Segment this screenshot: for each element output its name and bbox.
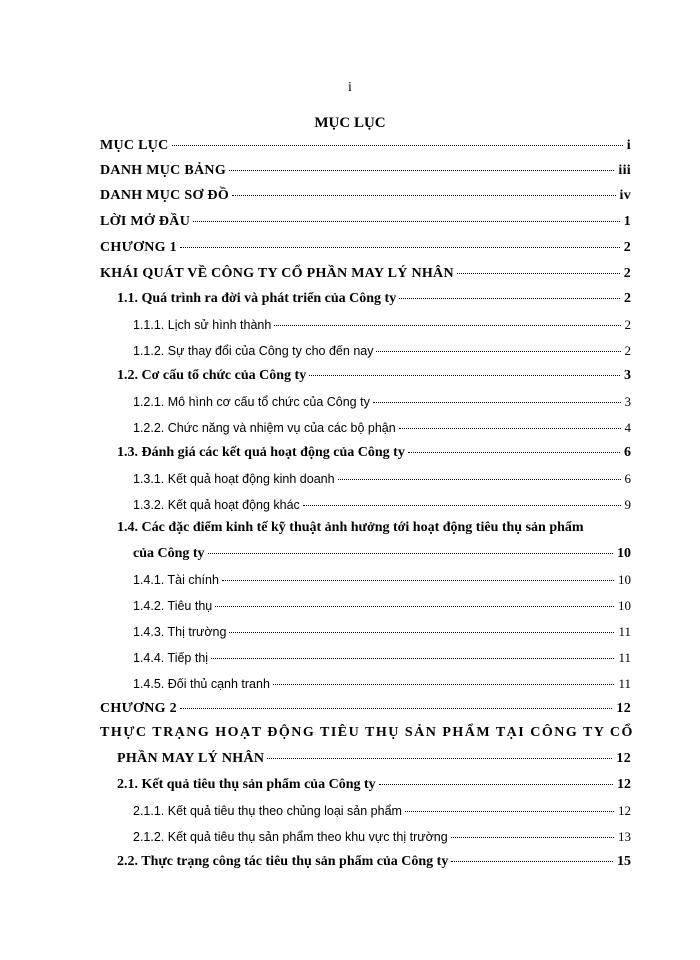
toc-entry-label: 1.4.2. Tiêu thụ (133, 599, 213, 613)
toc-entry-2-2[interactable] (0, 854, 700, 874)
toc-entry-page: 15 (617, 854, 631, 869)
toc-entry-label: 1.1.1. Lịch sử hình thành (133, 318, 272, 332)
dot-leader (208, 553, 613, 554)
toc-entry-page: 9 (624, 497, 631, 512)
toc-entry-2-1[interactable] (0, 777, 700, 797)
toc-entry-page: 6 (624, 445, 631, 460)
dot-leader (451, 837, 614, 838)
toc-entry-1-3-1[interactable] (0, 471, 700, 491)
toc-entry-page: 12 (617, 777, 631, 792)
toc-entry-page: i (626, 138, 631, 153)
toc-entry-label: LỜI MỞ ĐẦU (100, 214, 191, 229)
dot-leader (379, 784, 613, 785)
dot-leader (457, 273, 620, 274)
toc-entry-chuong-1[interactable] (0, 240, 700, 260)
dot-leader (229, 170, 614, 171)
toc-entry-page: 3 (624, 394, 631, 409)
toc-entry-page: 4 (624, 420, 631, 435)
dot-leader (338, 479, 621, 480)
toc-entry-label: 1.4.3. Thị trường (133, 625, 227, 639)
toc-entry-1-4[interactable] (0, 546, 700, 566)
page-number: i (348, 80, 352, 95)
toc-entry-label: 2.1.1. Kết quả tiêu thụ theo chủng loại sản phẩm (133, 804, 402, 818)
dot-leader (222, 580, 614, 581)
toc-entry-label: 1.4.1. Tài chính (133, 573, 219, 587)
toc-entry-page: 2 (624, 317, 631, 332)
toc-entry-page: 2 (623, 240, 631, 255)
dot-leader (193, 221, 620, 222)
toc-entry-page: 11 (618, 650, 631, 665)
toc-entry-1-4-2[interactable] (0, 598, 700, 618)
dot-leader (232, 195, 615, 196)
toc-entry-page: 2 (623, 266, 631, 281)
toc-entry-page: 2 (624, 291, 631, 306)
toc-entry-page: 1 (623, 214, 631, 229)
toc-entry-label: 1.2.2. Chức năng và nhiệm vụ của các bộ phận (133, 421, 396, 435)
toc-entry-page: 12 (616, 701, 631, 716)
dot-leader (267, 758, 612, 759)
toc-entry-loi-mo-dau[interactable] (0, 214, 700, 234)
toc-entry-1-4-line1[interactable]: 1.4. Các đặc điểm kinh tế kỹ thuật ảnh hưởng tới hoạt động tiêu thụ sản phẩm (117, 520, 584, 535)
dot-leader (273, 684, 615, 685)
toc-entry-page: 10 (618, 598, 631, 613)
toc-entry-1-4-5[interactable] (0, 676, 700, 696)
toc-entry-page: 3 (624, 368, 631, 383)
toc-entry-muc-luc[interactable] (0, 138, 700, 158)
toc-entry-page: 10 (618, 572, 631, 587)
toc-entry-page: 12 (618, 803, 631, 818)
toc-entry-1-2[interactable] (0, 368, 700, 388)
toc-entry-1-1-2[interactable] (0, 343, 700, 363)
toc-entry-page: 2 (624, 343, 631, 358)
toc-entry-label: 1.2.1. Mô hình cơ cấu tổ chức của Công ty (133, 395, 370, 409)
toc-entry-label: 1.2. Cơ cấu tổ chức của Công ty (117, 368, 307, 383)
toc-entry-page: 10 (617, 546, 631, 561)
dot-leader (180, 247, 620, 248)
toc-entry-1-4-3[interactable] (0, 624, 700, 644)
dot-leader (399, 298, 620, 299)
toc-entry-chuong-2[interactable] (0, 701, 700, 721)
toc-entry-label: DANH MỤC BẢNG (100, 163, 227, 178)
toc-entry-label: 1.1.2. Sự thay đổi của Công ty cho đến nay (133, 344, 374, 358)
dot-leader (451, 861, 613, 862)
toc-entry-page: 13 (618, 829, 631, 844)
toc-entry-page: 11 (618, 624, 631, 639)
toc-entry-label: KHÁI QUÁT VỀ CÔNG TY CỔ PHẦN MAY LÝ NHÂN (100, 266, 454, 281)
toc-entry-2-1-1[interactable] (0, 803, 700, 823)
dot-leader (309, 375, 620, 376)
dot-leader (180, 708, 612, 709)
dot-leader (399, 428, 621, 429)
toc-entry-label: CHƯƠNG 2 (100, 701, 177, 716)
toc-entry-page: 6 (624, 471, 631, 486)
toc-entry-label: DANH MỤC SƠ ĐỒ (100, 188, 230, 203)
toc-entry-label: CHƯƠNG 1 (100, 240, 177, 255)
toc-entry-1-3[interactable] (0, 445, 700, 465)
dot-leader (211, 658, 614, 659)
toc-entry-chapter-1-title[interactable] (0, 266, 700, 286)
toc-entry-1-1[interactable] (0, 291, 700, 311)
toc-entry-page: 11 (618, 676, 631, 691)
toc-entry-1-3-2[interactable] (0, 497, 700, 517)
toc-entry-label: PHẦN MAY LÝ NHÂN (117, 751, 265, 766)
dot-leader (172, 145, 623, 146)
dot-leader (229, 632, 614, 633)
toc-entry-label: MỤC LỤC (100, 138, 169, 153)
toc-entry-danh-muc-bang[interactable] (0, 163, 700, 183)
toc-entry-label: 1.4.4. Tiếp thị (133, 651, 209, 665)
toc-entry-page: 12 (616, 751, 631, 766)
toc-entry-page: iii (618, 163, 631, 178)
toc-entry-1-1-1[interactable] (0, 317, 700, 337)
dot-leader (215, 606, 614, 607)
toc-entry-label: 2.2. Thực trạng công tác tiêu thụ sản phẩm của Công ty (117, 854, 449, 869)
toc-entry-label: 1.3.1. Kết quả hoạt động kinh doanh (133, 472, 335, 486)
toc-entry-danh-muc-so-do[interactable] (0, 188, 700, 208)
toc-entry-2-1-2[interactable] (0, 829, 700, 849)
toc-entry-1-2-2[interactable] (0, 420, 700, 440)
dot-leader (303, 505, 621, 506)
toc-entry-label: 1.3. Đánh giá các kết quả hoạt động của Công ty (117, 445, 405, 460)
toc-entry-1-4-4[interactable] (0, 650, 700, 670)
toc-entry-chapter-2-title[interactable] (0, 751, 700, 771)
dot-leader (376, 351, 620, 352)
toc-entry-1-2-1[interactable] (0, 394, 700, 414)
toc-entry-label: 2.1.2. Kết quả tiêu thụ sản phẩm theo khu vực thị trường (133, 830, 448, 844)
toc-entry-chapter-2-title-line1[interactable]: THỰC TRẠNG HOẠT ĐỘNG TIÊU THỤ SẢN PHẨM TẠI CÔNG TY CỔ (100, 725, 634, 740)
dot-leader (408, 452, 620, 453)
toc-entry-label: 2.1. Kết quả tiêu thụ sản phẩm của Công ty (117, 777, 376, 792)
toc-entry-1-4-1[interactable] (0, 572, 700, 592)
toc-entry-label: của Công ty (133, 546, 205, 561)
dot-leader (274, 325, 620, 326)
toc-entry-label: 1.1. Quá trình ra đời và phát triển của Công ty (117, 291, 397, 306)
toc-entry-label: 1.3.2. Kết quả hoạt động khác (133, 498, 300, 512)
toc-title: MỤC LỤC (314, 115, 386, 131)
dot-leader (373, 402, 621, 403)
dot-leader (405, 811, 614, 812)
toc-entry-label: 1.4.5. Đối thủ cạnh tranh (133, 677, 270, 691)
toc-entry-page: iv (619, 188, 631, 203)
